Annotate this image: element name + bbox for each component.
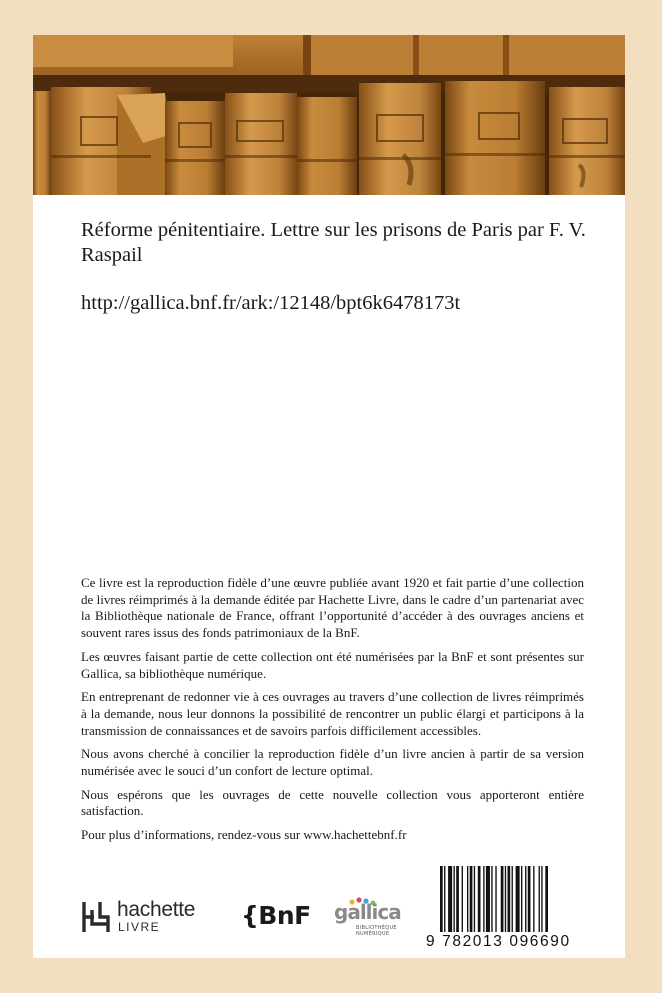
paragraph: En entreprenant de redonner vie à ces ouvrages au travers d’une collection de livres réimprimés à la demande, nous leur donnons la possibilité de rencontrer un public élargi et participons à la transmission de connaissances et de savoirs parfois difficilement accessibles. xyxy=(81,689,584,738)
hachette-mark-icon xyxy=(81,900,111,934)
bnf-logo: {BnF xyxy=(241,901,311,930)
livre-wordmark: LIVRE xyxy=(118,920,161,934)
gallica-subtitle-line: NUMÉRIQUE xyxy=(356,930,390,937)
bookshelf-banner-image xyxy=(33,35,625,195)
back-cover xyxy=(33,35,625,958)
gallica-subtitle xyxy=(356,926,397,937)
paragraph: Pour plus d’informations, rendez-vous sur www.hachettebnf.fr xyxy=(81,827,407,843)
gallica-wordmark: gallica xyxy=(334,900,401,924)
paragraph: Nous espérons que les ouvrages de cette nouvelle collection vous apporteront entière satisfaction. xyxy=(81,786,584,819)
gallica-url: http://gallica.bnf.fr/ark:/12148/bpt6k6478173t xyxy=(81,292,461,314)
paragraph: Ce livre est la reproduction fidèle d’une œuvre publiée avant 1920 et fait partie d’une collection de livres réimprimés à la demande éditée par Hachette Livre, dans le cadre d’un partenariat avec la Bibliothèque nationale de France, offrant l’opportunité d’accéder à des ouvrages anciens et souvent rares issus des fonds patrimoniaux de la BnF. xyxy=(81,575,584,641)
hachette-wordmark: hachette xyxy=(117,898,196,921)
book-title: Réforme pénitentiaire. Lettre sur les prisons de Paris par F. V. Raspail xyxy=(81,219,586,266)
isbn-barcode xyxy=(426,866,586,950)
hachette-livre-logo xyxy=(81,900,221,936)
gallica-subtitle-line: BIBLIOTHÈQUE xyxy=(356,925,397,931)
barcode-bars xyxy=(426,866,586,932)
paragraph: Nous avons cherché à concilier la reproduction fidèle d’un livre ancien à partir de sa version numérisée avec le souci d’un confort de lecture optimal. xyxy=(81,746,584,779)
isbn-number: 9 782013 096690 xyxy=(426,933,571,950)
paragraph: Les œuvres faisant partie de cette collection ont été numérisées par la BnF et sont présentes sur Gallica, sa bibliothèque numérique. xyxy=(81,648,584,681)
description-text xyxy=(81,575,584,851)
gallica-logo xyxy=(334,897,406,937)
